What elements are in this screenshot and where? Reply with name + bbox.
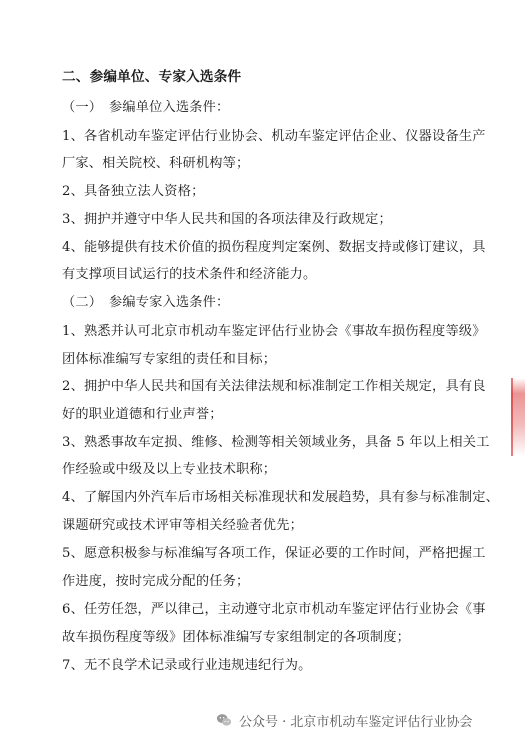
unit-item-4-line-1: 4、能够提供有技术价值的损伤程度判定案例、数据支持或修订建议，具: [62, 240, 486, 255]
unit-item-2: 2、具备独立法人资格；: [62, 184, 205, 199]
footer-watermark: [215, 710, 472, 730]
expert-item-6-line-2: 故车损伤程度等级》团体标准编写专家组制定的各项制度；: [62, 630, 411, 645]
unit-item-3: 3、拥护并遵守中华人民共和国的各项法律及行政规定；: [62, 212, 392, 227]
unit-criteria-title: （一） 参编单位入选条件：: [62, 100, 230, 115]
unit-item-1-line-2: 厂家、相关院校、科研机构等；: [62, 156, 250, 171]
expert-item-3-line-2: 作经验或中级及以上专业技术职称；: [62, 462, 277, 477]
expert-item-5-line-2: 作进度，按时完成分配的任务；: [62, 574, 250, 589]
expert-criteria-title: （二） 参编专家入选条件：: [62, 295, 230, 310]
expert-item-2-line-2: 好的职业道德和行业声誉；: [62, 407, 223, 422]
section-heading: 二、参编单位、专家入选条件: [62, 69, 242, 85]
unit-item-4-line-2: 有支撑项目试运行的技术条件和经济能力。: [62, 267, 317, 282]
wechat-icon: [215, 711, 233, 729]
footer-text: 公众号 · 北京市机动车鉴定评估行业协会: [239, 714, 473, 730]
expert-item-6-line-1: 6、任劳任怨，严以律己，主动遵守北京市机动车鉴定评估行业协会《事: [62, 602, 486, 617]
expert-item-5-line-1: 5、愿意积极参与标准编写各项工作，保证必要的工作时间，严格把握工: [62, 546, 486, 561]
unit-item-1-line-1: 1、各省机动车鉴定评估行业协会、机动车鉴定评估企业、仪器设备生产: [62, 129, 486, 144]
expert-item-2-line-1: 2、拥护中华人民共和国有关法律法规和标准制定工作相关规定，具有良: [62, 379, 486, 394]
expert-item-3-line-1: 3、熟悉事故车定损、维修、检测等相关领域业务，具备 5 年以上相关工: [62, 435, 490, 450]
expert-item-7: 7、无不良学术记录或行业违规违纪行为。: [62, 658, 312, 673]
expert-item-1-line-1: 1、熟悉并认可北京市机动车鉴定评估行业协会《事故车损伤程度等级》: [62, 324, 486, 339]
expert-item-1-line-2: 团体标准编写专家组的责任和目标；: [62, 352, 277, 367]
expert-item-4-line-1: 4、了解国内外汽车后市场相关标准现状和发展趋势，具有参与标准制定、: [62, 490, 499, 505]
expert-item-4-line-2: 课题研究或技术评审等相关经验者优先；: [62, 518, 303, 533]
red-seal-edge: [511, 378, 525, 456]
